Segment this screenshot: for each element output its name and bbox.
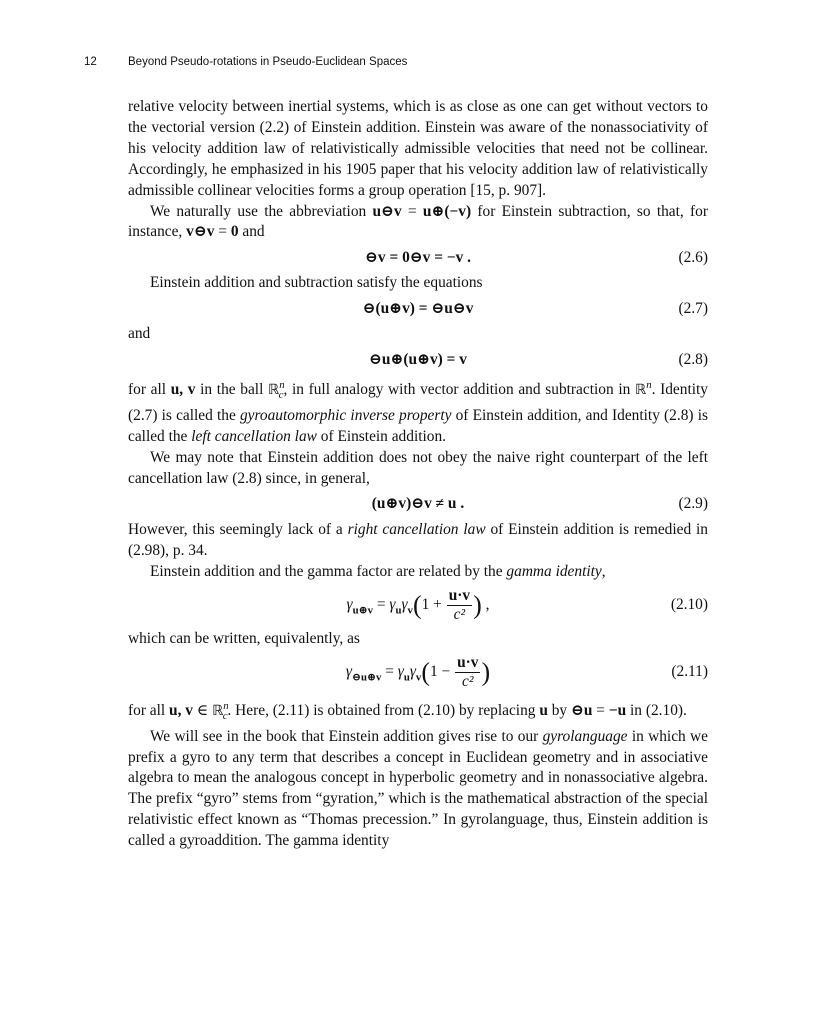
equation-2-10 [128, 583, 708, 629]
left-paren: ( [421, 657, 430, 687]
equation-2-11 [128, 650, 708, 696]
and-line: and [128, 325, 151, 343]
text-run: However, this seemingly lack of a [128, 520, 348, 538]
math-u-v: u, v [169, 701, 193, 719]
gamma-symbol: γ [409, 663, 416, 681]
math-sub: u [395, 604, 402, 617]
text-run: Einstein addition and the gamma factor are related by the [150, 562, 507, 580]
text-run: We naturally use the abbreviation [150, 202, 373, 220]
text-run: by [547, 701, 571, 719]
fraction [455, 655, 480, 690]
math-symbol: ℝ [212, 702, 224, 719]
right-paren: ) [481, 657, 491, 687]
paragraph-1: relative velocity between inertial systems, which is as close as one can get without vectors to the vectorial version (2.2) of Einstein addition. Einstein was aware of the nonassociativity of his velocity addition law of relativistically admissible velocities that need not be collinear. Accordingly, he emphasized in his 1905 paper that his velocity addition law of relativistically admissible collinear velocities forms a group operation [15, p. 907]. [128, 98, 708, 199]
text-run: , in full analogy with vector addition and subtraction in [283, 381, 635, 399]
equals-sign: = [381, 663, 398, 681]
running-title: Beyond Pseudo-rotations in Pseudo-Euclidean Spaces [128, 56, 408, 68]
fraction-denominator: c² [462, 673, 474, 691]
math-u: u [539, 701, 548, 719]
fraction-numerator: u·v [455, 655, 480, 673]
left-paren: ( [412, 590, 422, 620]
equation-number: (2.8) [678, 350, 708, 368]
equation-number: (2.11) [671, 663, 708, 681]
paragraph-9 [128, 696, 708, 727]
math-u-plus-neg-v: u⊕(−v) [422, 202, 472, 220]
math-sub: u⊕v [352, 604, 373, 617]
paragraph-8: which can be written, equivalently, as [128, 629, 360, 647]
text-run: for all [128, 701, 170, 719]
text-run: in (2.10). [626, 701, 687, 719]
text-run: We will see in the book that Einstein addition gives rise to our [150, 727, 543, 745]
paragraph-3: Einstein addition and subtraction satisfy the equations [150, 274, 483, 292]
math-punct: , [481, 596, 490, 614]
equation-body [128, 655, 708, 690]
math-minus-u: ⊖u [570, 701, 593, 719]
math-term: 1 − [429, 663, 455, 681]
text-run: of Einstein addition. [316, 428, 447, 446]
equation-2-6 [128, 243, 708, 273]
page-number: 12 [84, 56, 97, 68]
text-run: in the ball [195, 381, 269, 399]
equation-number: (2.10) [670, 596, 708, 614]
term-left-cancellation: left cancellation law [191, 428, 317, 446]
text-run: ∈ [192, 701, 213, 719]
body-text [128, 97, 708, 852]
text-run: and [238, 223, 265, 241]
gamma-symbol: γ [397, 663, 404, 681]
math-neg-u: −u [608, 701, 627, 719]
equation-2-8 [128, 345, 708, 375]
math-sup: n [223, 699, 229, 712]
text-run: = [592, 701, 609, 719]
text-run: in which we prefix a gyro to any term that describes a concept in Euclidean geometry and in associative algebra to mean the analogous concept in hyperbolic geometry and in nonassociative algebra. The prefix “gyro” stems from “gyration,” which is the mathematical abstraction of the special relativistic effect known as “Thomas precession.” In gyrolanguage, thus, Einstein addition is called a gyroaddition. The gamma identity [128, 727, 709, 850]
fraction [447, 588, 472, 623]
text-run: for Einstein subtraction, so that, for instance, [128, 202, 708, 241]
text-run: = [401, 202, 423, 220]
paragraph-2 [128, 202, 708, 244]
fraction-numerator: u·v [447, 588, 472, 606]
math-ball-rnc [268, 379, 285, 402]
text-run: = [214, 223, 231, 241]
paragraph-4 [128, 375, 708, 448]
math-sub: c [222, 709, 228, 722]
equals-sign: = [373, 596, 390, 614]
paragraph-7 [128, 562, 708, 583]
math-sub: v [407, 604, 413, 617]
math-sub: c [278, 389, 284, 402]
text-run: for all [128, 381, 171, 399]
running-header [84, 56, 724, 72]
math-ball-rnc [212, 699, 229, 722]
fraction-denominator: c² [453, 606, 466, 624]
math-sup: n [646, 379, 652, 392]
text-run: , [601, 562, 606, 580]
text-run: of Einstein addition, and Identity (2.8) is called the [128, 407, 708, 446]
math-u-v: u, v [170, 381, 196, 399]
equation-2-7 [128, 294, 708, 324]
math-term: 1 + [421, 596, 446, 614]
text-run: . Here, (2.11) is obtained from (2.10) by replacing [227, 701, 540, 719]
math-rn: ℝ [634, 382, 647, 399]
equation-body: (u⊕v)⊖v ≠ u . [371, 495, 465, 513]
equation-number: (2.7) [678, 299, 708, 317]
term-right-cancellation: right cancellation law [347, 520, 486, 538]
math-u-minus-v: u⊖v [372, 202, 402, 220]
text-run: . Identity (2.7) is called the [128, 381, 708, 425]
equation-body: ⊖v = 0⊖v = −v . [365, 248, 471, 266]
gamma-symbol: γ [345, 663, 352, 681]
gamma-symbol: γ [389, 596, 396, 614]
math-sub: v [415, 671, 422, 684]
term-gamma-identity: gamma identity [506, 562, 602, 580]
term-gyrolanguage: gyrolanguage [542, 727, 628, 745]
term-gyroautomorphic: gyroautomorphic inverse property [239, 407, 452, 425]
paragraph-10 [128, 727, 708, 852]
math-sup: n [279, 379, 285, 392]
equation-number: (2.6) [678, 248, 708, 266]
gamma-symbol: γ [401, 596, 408, 614]
paragraph-6 [128, 520, 708, 562]
math-v-minus-v: v⊖v [186, 223, 215, 241]
right-paren: ) [473, 590, 482, 620]
equation-body [128, 588, 708, 623]
equation-2-9 [128, 490, 708, 520]
equation-number: (2.9) [678, 495, 708, 513]
math-sub: ⊖u⊕v [351, 671, 382, 684]
equation-body: ⊖(u⊕v) = ⊖u⊖v [362, 299, 474, 317]
equation-body: ⊖u⊕(u⊕v) = v [369, 350, 467, 368]
text-run: of Einstein addition is remedied in (2.98), p. 34. [128, 520, 708, 559]
math-sub: u [403, 671, 410, 684]
paragraph-5: We may note that Einstein addition does not obey the naive right counterpart of the left cancellation law (2.8) since, in general, [128, 449, 708, 487]
gamma-symbol: γ [346, 596, 353, 614]
math-symbol: ℝ [268, 382, 280, 399]
math-zero: 0 [230, 223, 239, 241]
